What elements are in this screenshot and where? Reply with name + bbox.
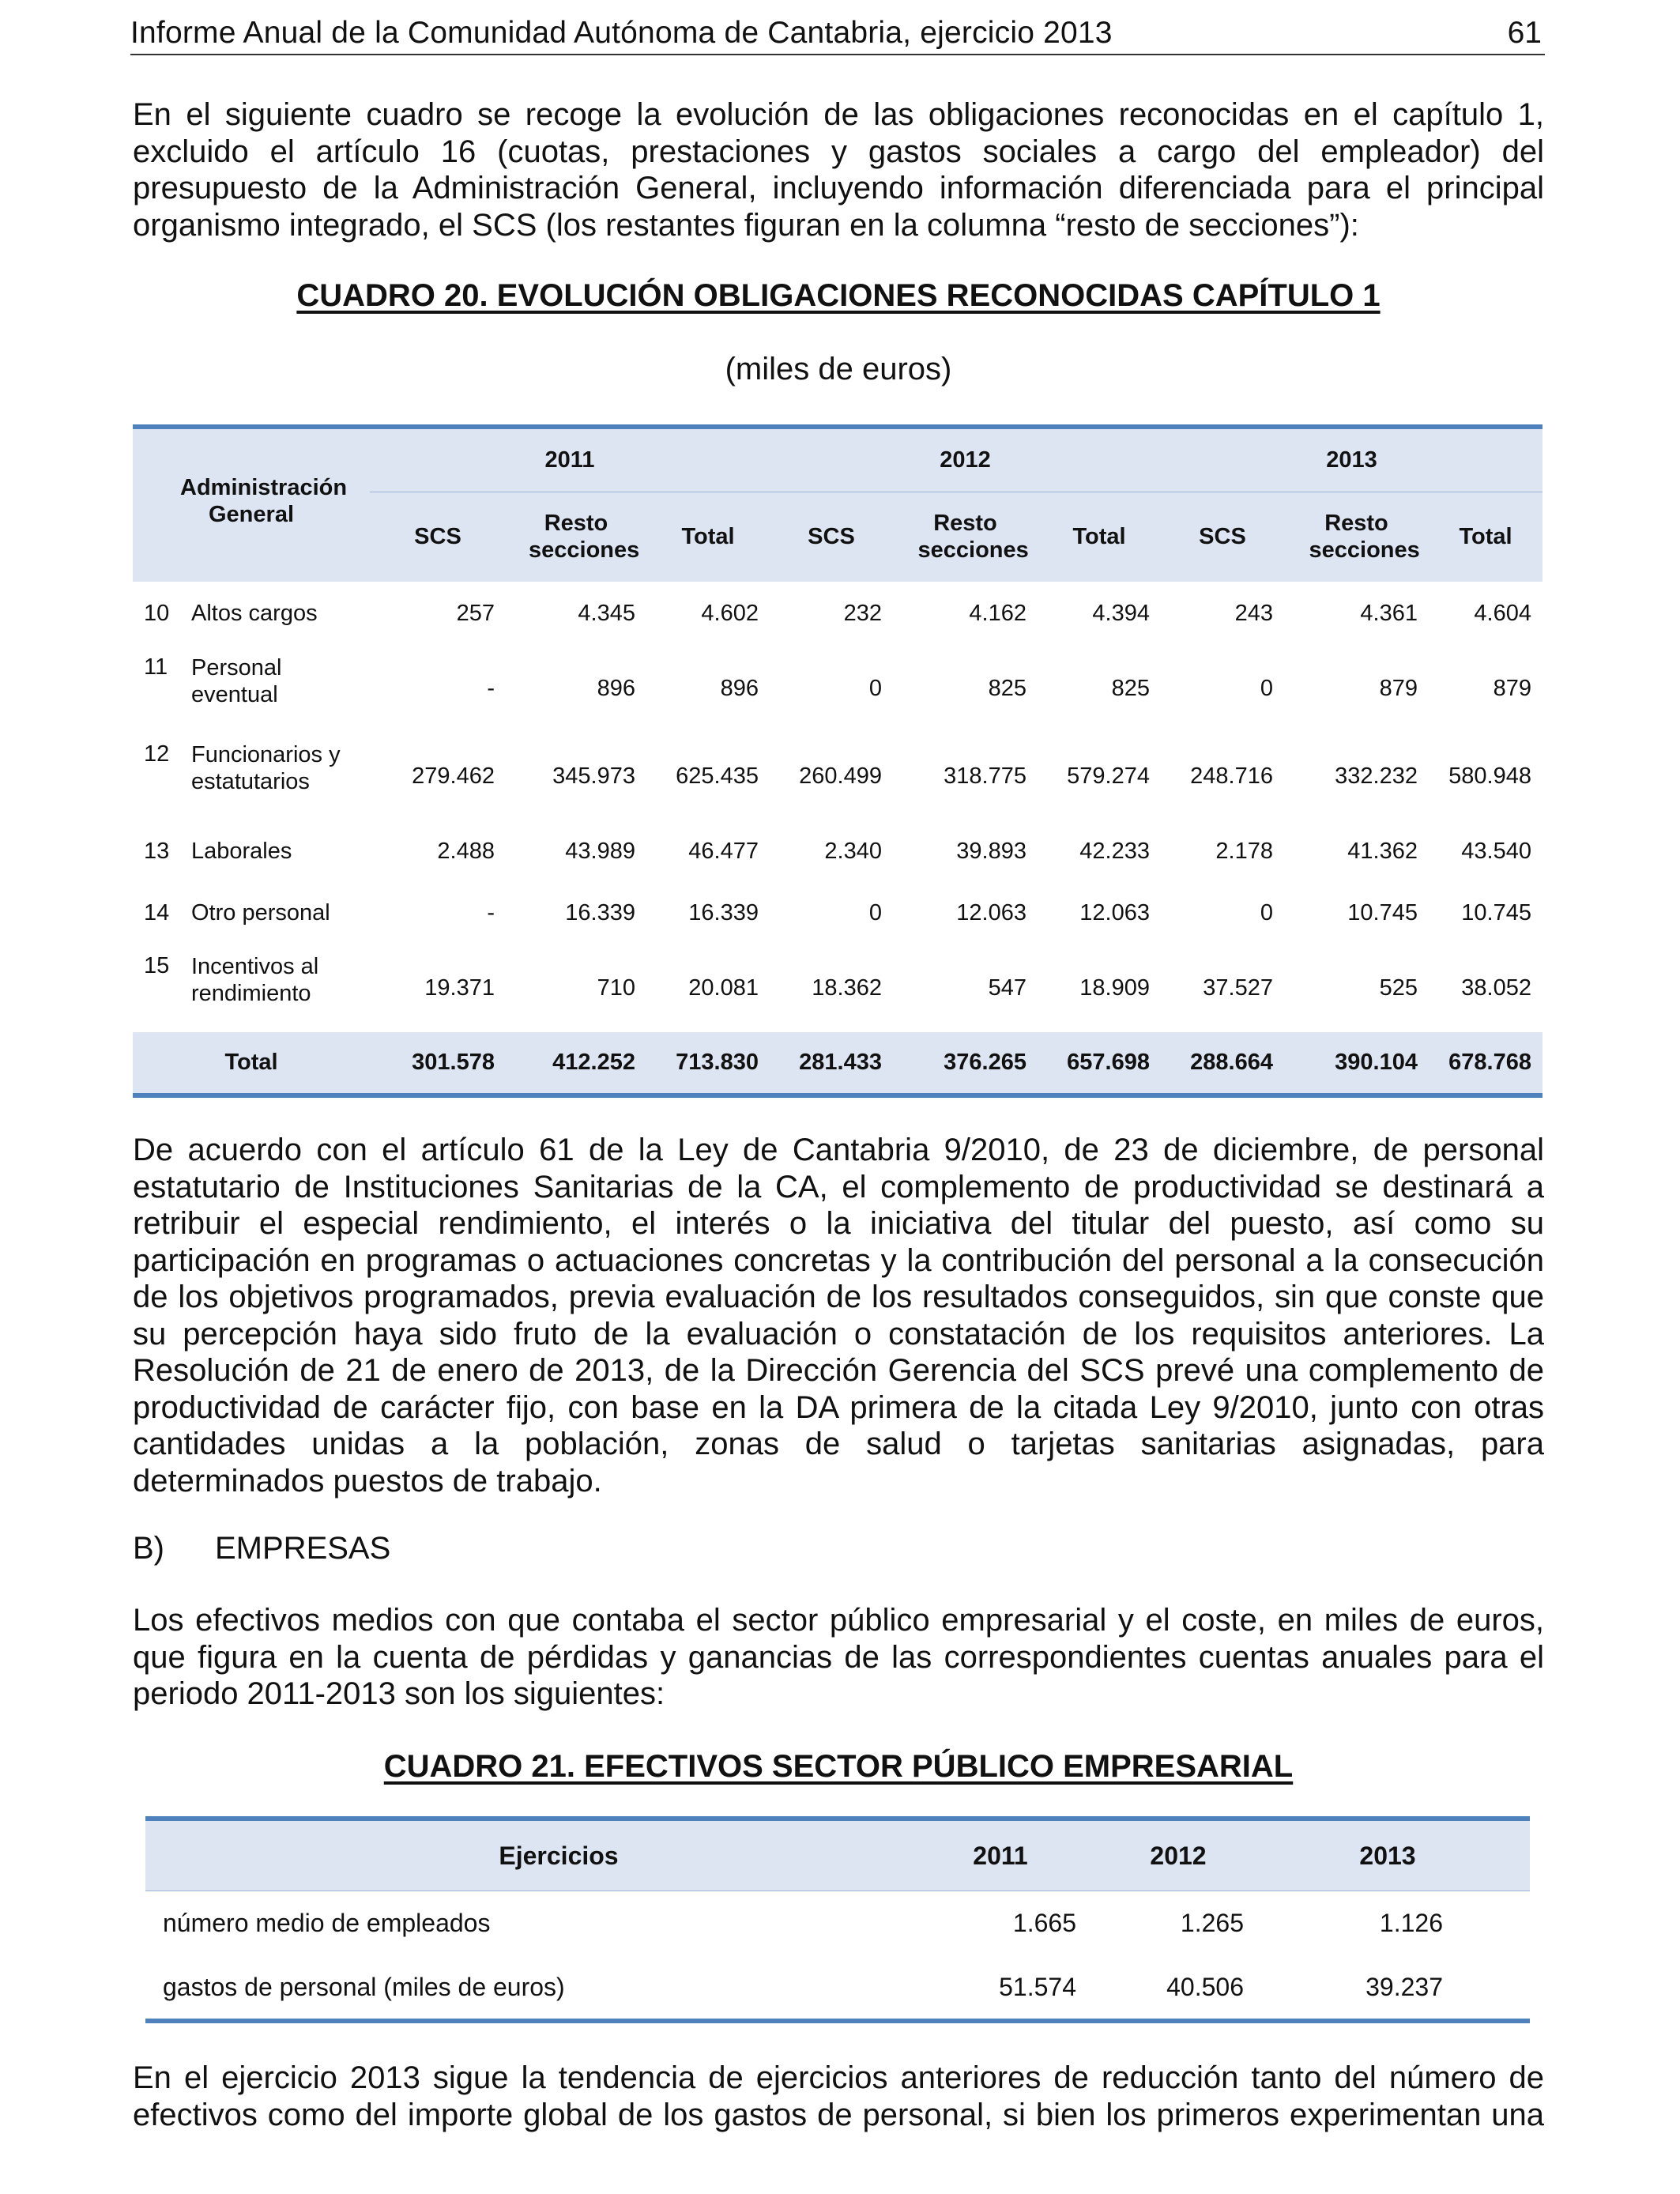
- cell-value: 1.126: [1280, 1891, 1530, 1956]
- cell-value: 2.340: [824, 838, 882, 864]
- cell-value: 4.345: [578, 600, 635, 626]
- table-row: [133, 944, 1543, 1032]
- year-header-2013: 2013: [1161, 427, 1543, 492]
- text-line: presupuesto de la Administración General, incluyendo información diferenciada para el principal: [133, 171, 1544, 205]
- empresas-paragraph: [133, 1602, 1544, 1713]
- text-line: determinados puestos de trabajo.: [133, 1463, 602, 1498]
- cell-value: 37.527: [1203, 974, 1273, 1001]
- text-line: que figura en la cuenta de pérdidas y ganancias de las correspondientes cuentas anuales para el: [133, 1639, 1544, 1675]
- table-row: [145, 1956, 1530, 2021]
- cell-value: 10.745: [1461, 899, 1531, 925]
- text-line: excluido el artículo 16 (cuotas, prestaciones y gastos sociales a cargo del empleador) del: [133, 134, 1544, 169]
- text-line: cantidades unidas a la población, zonas de salud o tarjetas sanitarias asignadas, para: [133, 1427, 1544, 1461]
- row-label: Altos cargos: [191, 601, 318, 626]
- cuadro20-table: [133, 424, 1543, 1098]
- cuadro20-title: CUADRO 20. EVOLUCIÓN OBLIGACIONES RECONOCIDAS CAPÍTULO 1: [296, 278, 1381, 313]
- text-line: su percepción haya sido fruto de la evaluación o constatación de los requisitos anteriores. La: [133, 1316, 1544, 1351]
- cell-value: 1.665: [925, 1891, 1076, 1956]
- cell-value: 19.371: [424, 974, 495, 1001]
- col-2012: 2012: [1076, 1819, 1280, 1891]
- col-scs: SCS: [1161, 492, 1284, 582]
- cell-value: 0: [1260, 675, 1273, 701]
- cell-value: 2.178: [1215, 838, 1273, 864]
- cell-value: 41.362: [1347, 838, 1418, 864]
- col-resto: Resto secciones: [893, 492, 1038, 582]
- row-code: 11: [144, 654, 168, 680]
- text-line: En el ejercicio 2013 sigue la tendencia de ejercicios anteriores de reducción tanto del número de: [133, 2060, 1544, 2095]
- cell-value: 2.488: [437, 838, 495, 864]
- cell-value: 260.499: [799, 763, 882, 789]
- cell-value: 579.274: [1067, 763, 1150, 789]
- col-resto: Resto secciones: [1284, 492, 1429, 582]
- table-row: [133, 582, 1543, 645]
- year-header-2011: 2011: [370, 427, 770, 492]
- cell-value: 232: [843, 600, 882, 626]
- total-value: 281.433: [770, 1032, 893, 1095]
- cell-value: 4.162: [969, 600, 1026, 626]
- cell-value: 40.506: [1076, 1956, 1280, 2021]
- row-code: 14: [144, 899, 170, 925]
- total-value: 657.698: [1038, 1032, 1161, 1095]
- table-header-row: [145, 1819, 1530, 1891]
- row-label: gastos de personal (miles de euros): [145, 1956, 925, 2021]
- text-line: de los objetivos programados, previa evaluación de los resultados conseguidos, sin que conste que: [133, 1280, 1544, 1314]
- cell-value: 4.394: [1092, 600, 1150, 626]
- cell-value: 0: [868, 675, 882, 701]
- cell-value: 243: [1234, 600, 1273, 626]
- cell-value: 248.716: [1190, 763, 1273, 789]
- cell-value: 710: [597, 974, 635, 1001]
- body-paragraph: [133, 1132, 1544, 1499]
- text-line: Los efectivos medios con que contaba el sector público empresarial y el coste, en miles de euros,: [133, 1603, 1544, 1638]
- header-title: Informe Anual de la Comunidad Autónoma de Cantabria, ejercicio 2013: [130, 16, 1113, 50]
- intro-paragraph: [133, 96, 1544, 243]
- cell-value: 825: [1111, 675, 1150, 701]
- table-row: [133, 820, 1543, 882]
- cell-value: 4.361: [1360, 600, 1418, 626]
- cell-value: 42.233: [1079, 838, 1150, 864]
- cell-value: 879: [1379, 675, 1418, 701]
- cuadro21-table: [145, 1816, 1530, 2023]
- cell-value: 332.232: [1335, 763, 1418, 789]
- cell-value: 345.973: [552, 763, 635, 789]
- text-line: efectivos como del importe global de los gastos de personal, si bien los primeros experimentan una: [133, 2097, 1544, 2132]
- cell-value: 580.948: [1448, 763, 1531, 789]
- text-line: participación en programas o actuaciones concretas y la contribución del personal a la consecución: [133, 1242, 1544, 1278]
- cell-value: 896: [597, 675, 635, 701]
- total-label: Total: [133, 1032, 370, 1095]
- cell-value: 20.081: [688, 974, 759, 1001]
- cell-value: 525: [1379, 974, 1418, 1001]
- col-total: Total: [1038, 492, 1161, 582]
- row-label: número medio de empleados: [145, 1891, 925, 1956]
- text-line: Resolución de 21 de enero de 2013, de la Dirección Gerencia del SCS prevé una complemento de: [133, 1353, 1544, 1388]
- cell-value: 16.339: [565, 899, 635, 925]
- col-2011: 2011: [925, 1819, 1076, 1891]
- col-total: Total: [646, 492, 770, 582]
- cell-value: 51.574: [925, 1956, 1076, 2021]
- cuadro20-units: (miles de euros): [725, 352, 952, 386]
- table-row: [145, 1891, 1530, 1956]
- text-line: productividad de carácter fijo, con base en la DA primera de la citada Ley 9/2010, junto con otras: [133, 1389, 1544, 1425]
- cell-value: 0: [1260, 899, 1273, 925]
- row-label: Personal eventual: [191, 655, 282, 707]
- total-row: [133, 1032, 1543, 1095]
- section-heading: [133, 1531, 391, 1566]
- col-scs: SCS: [770, 492, 893, 582]
- row-code: 15: [144, 953, 170, 978]
- admin-general-header: [133, 427, 370, 582]
- total-value: 301.578: [370, 1032, 506, 1095]
- cell-value: -: [487, 675, 495, 701]
- col-ejercicios: Ejercicios: [145, 1819, 925, 1891]
- table-row: [133, 645, 1543, 732]
- total-value: 412.252: [506, 1032, 646, 1095]
- row-code: 12: [144, 741, 170, 767]
- cell-value: 0: [868, 899, 882, 925]
- cell-value: 625.435: [676, 763, 759, 789]
- cell-value: 12.063: [956, 899, 1026, 925]
- text-line: estatutario de Instituciones Sanitarias de la CA, el complemento de productividad se destinará a: [133, 1169, 1544, 1204]
- cell-value: -: [487, 899, 495, 925]
- cell-value: 12.063: [1079, 899, 1150, 925]
- text-line: De acuerdo con el artículo 61 de la Ley de Cantabria 9/2010, de 23 de diciembre, de personal: [133, 1133, 1544, 1167]
- cell-value: 10.745: [1347, 899, 1418, 925]
- page-header: [130, 14, 1545, 55]
- text-line: retribuir el especial rendimiento, el interés o la iniciativa del titular del puesto, así como su: [133, 1206, 1544, 1241]
- page-number: 61: [1507, 16, 1542, 50]
- text-line: periodo 2011-2013 son los siguientes:: [133, 1676, 665, 1711]
- cell-value: 39.893: [956, 838, 1026, 864]
- cell-value: 39.237: [1280, 1956, 1530, 2021]
- row-label: Otro personal: [191, 900, 330, 925]
- total-value: 288.664: [1161, 1032, 1284, 1095]
- cell-value: 1.265: [1076, 1891, 1280, 1956]
- cell-value: 879: [1493, 675, 1531, 701]
- total-value: 390.104: [1284, 1032, 1429, 1095]
- row-label: Laborales: [191, 839, 292, 864]
- row-label: Incentivos al rendimiento: [191, 954, 319, 1006]
- cuadro21-title: CUADRO 21. EFECTIVOS SECTOR PÚBLICO EMPRESARIAL: [383, 1749, 1294, 1784]
- section-title: EMPRESAS: [215, 1531, 391, 1566]
- col-2013: 2013: [1280, 1819, 1530, 1891]
- cell-value: 46.477: [688, 838, 759, 864]
- cell-value: 318.775: [944, 763, 1026, 789]
- cell-value: 4.604: [1474, 600, 1531, 626]
- row-label: Funcionarios y estatutarios: [191, 742, 341, 794]
- table-row: [133, 882, 1543, 944]
- cell-value: 16.339: [688, 899, 759, 925]
- cell-value: 4.602: [701, 600, 759, 626]
- cell-value: 18.909: [1079, 974, 1150, 1001]
- cell-value: 825: [988, 675, 1026, 701]
- cell-value: 43.989: [565, 838, 635, 864]
- section-letter: B): [133, 1531, 164, 1566]
- admin-general-label: Administración General: [180, 474, 348, 527]
- row-code: 10: [144, 600, 170, 626]
- text-line: organismo integrado, el SCS (los restantes figuran en la columna “resto de secciones”):: [133, 207, 1359, 243]
- row-code: 13: [144, 838, 170, 864]
- col-scs: SCS: [370, 492, 506, 582]
- cell-value: 279.462: [412, 763, 495, 789]
- col-resto: Resto secciones: [506, 492, 646, 582]
- total-value: 376.265: [893, 1032, 1038, 1095]
- cell-value: 18.362: [812, 974, 882, 1001]
- text-line: En el siguiente cuadro se recoge la evolución de las obligaciones reconocidas en el capítulo 1,: [133, 97, 1544, 132]
- cell-value: 896: [720, 675, 759, 701]
- cell-value: 38.052: [1461, 974, 1531, 1001]
- cell-value: 257: [456, 600, 495, 626]
- table-row: [133, 732, 1543, 820]
- closing-paragraph: [133, 2060, 1544, 2133]
- total-value: 678.768: [1429, 1032, 1543, 1095]
- cell-value: 43.540: [1461, 838, 1531, 864]
- total-value: 713.830: [646, 1032, 770, 1095]
- year-header-2012: 2012: [770, 427, 1161, 492]
- col-total: Total: [1429, 492, 1543, 582]
- cell-value: 547: [988, 974, 1026, 1001]
